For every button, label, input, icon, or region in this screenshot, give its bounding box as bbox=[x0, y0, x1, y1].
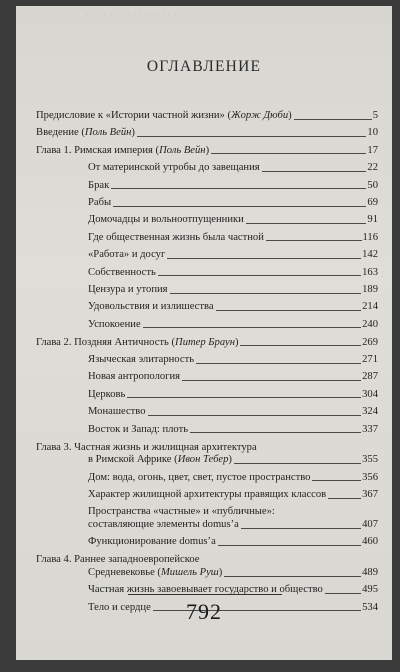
toc-entry: Брак 50 bbox=[88, 179, 378, 191]
toc-entry-preface: Предисловие к «Истории частной жизни» (Жорж Дюби) 5 bbox=[36, 110, 378, 121]
footer-rule bbox=[128, 594, 282, 595]
toc-entry: Пространства «частные» и «публичные»: составляющие элементы domus’a 407 bbox=[88, 506, 378, 530]
toc-entry: Частная жизнь завоевывает государство и общество 495 bbox=[88, 584, 378, 596]
table-of-contents bbox=[36, 110, 378, 614]
book-page bbox=[16, 6, 392, 660]
toc-entry-chapter-2: Глава 2. Поздняя Античность (Питер Браун) 269 bbox=[36, 336, 378, 348]
toc-entry-chapter-1: Глава 1. Римская империя (Поль Вейн) 17 bbox=[36, 144, 378, 156]
toc-entry: Характер жилищной архитектуры правящих классов 367 bbox=[88, 488, 378, 500]
toc-entry: Функционирование domus’a 460 bbox=[88, 536, 378, 548]
toc-entry-introduction: Введение (Поль Вейн) 10 bbox=[36, 127, 378, 139]
page-number: 792 bbox=[186, 599, 222, 624]
toc-entry: Удовольствия и излишества 214 bbox=[88, 301, 378, 313]
toc-entry: «Работа» и досуг 142 bbox=[88, 249, 378, 261]
toc-entry: Языческая элитарность 271 bbox=[88, 354, 378, 366]
toc-entry: Церковь 304 bbox=[88, 388, 378, 400]
show-through-text: · · · · · · · · · · · · · · · · · · bbox=[86, 10, 189, 20]
toc-entry-chapter-4: Глава 4. Раннее западноевропейское Средневековье (Мишель Руш) 489 bbox=[36, 554, 378, 578]
toc-entry-chapter-3: Глава 3. Частная жизнь и жилищная архитектура в Римской Африке (Ивон Тебер) 355 bbox=[36, 441, 378, 466]
toc-entry: Тело и сердце 534 bbox=[88, 601, 378, 613]
toc-entry: Домочадцы и вольноотпущенники 91 bbox=[88, 214, 378, 226]
toc-entry: От материнской утробы до завещания 22 bbox=[88, 162, 378, 174]
toc-entry: Монашество 324 bbox=[88, 406, 378, 418]
toc-entry: Собственность 163 bbox=[88, 266, 378, 278]
page-title: ОГЛАВЛЕНИЕ bbox=[146, 58, 262, 75]
toc-entry: Рабы 69 bbox=[88, 196, 378, 208]
toc-entry: Успокоение 240 bbox=[88, 318, 378, 330]
toc-entry: Где общественная жизнь была частной 116 bbox=[88, 231, 378, 243]
toc-entry: Дом: вода, огонь, цвет, свет, пустое пространство 356 bbox=[88, 471, 378, 483]
toc-entry: Новая антропология 287 bbox=[88, 371, 378, 383]
toc-entry: Восток и Запад: плоть 337 bbox=[88, 423, 378, 435]
toc-entry: Цензура и утопия 189 bbox=[88, 283, 378, 295]
